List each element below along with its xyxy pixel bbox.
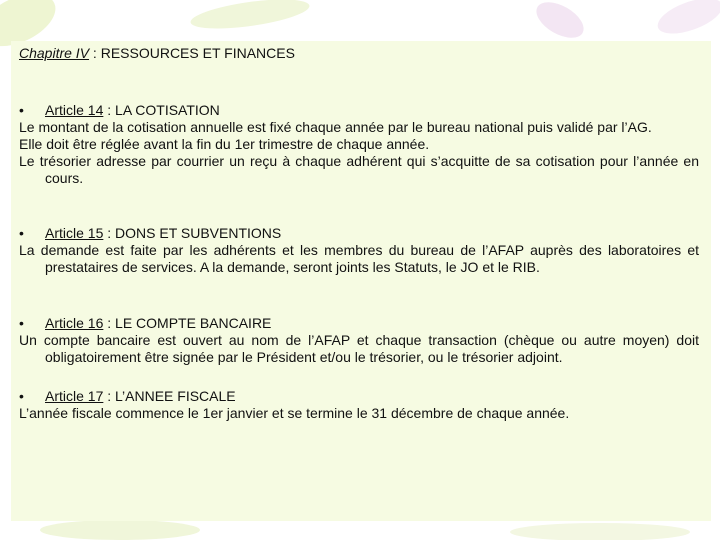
- article-title: : DONS ET SUBVENTIONS: [103, 225, 282, 241]
- article-14: [19, 102, 699, 187]
- bullet: •: [19, 315, 24, 331]
- article-paragraph: L’année fiscale commence le 1er janvier et se termine le 31 décembre de chaque année.: [19, 405, 570, 421]
- bullet: •: [19, 388, 24, 404]
- article-heading: [19, 225, 699, 242]
- leaf-shape: [40, 520, 200, 540]
- article-title: : L’ANNEE FISCALE: [103, 388, 236, 404]
- content-panel: [11, 41, 711, 521]
- article-paragraph: Elle doit être réglée avant la fin du 1er trimestre de chaque année.: [19, 136, 430, 152]
- chapter-heading: : RESSOURCES ET FINANCES: [89, 45, 295, 61]
- article-paragraph: Un compte bancaire est ouvert au nom de l’AFAP et chaque transaction (chèque ou autre moyen) doit obligatoirement être signée par le Président et/ou le trésorier, ou le trésorier adjoint.: [19, 332, 699, 365]
- article-title: : LA COTISATION: [103, 102, 220, 118]
- article-15: [19, 225, 699, 276]
- article-paragraph: Le montant de la cotisation annuelle est fixé chaque année par le bureau national puis validé par l’AG.: [19, 119, 652, 135]
- article-ref: Article 17: [45, 388, 104, 404]
- bullet: •: [19, 225, 24, 241]
- leaf-shape: [653, 0, 720, 41]
- article-ref: Article 14: [45, 102, 104, 118]
- leaf-shape: [189, 0, 311, 34]
- bullet: •: [19, 102, 24, 118]
- article-17: [19, 388, 699, 422]
- article-heading: [19, 102, 699, 119]
- chapter-title: [19, 44, 699, 62]
- article-ref: Article 15: [45, 225, 104, 241]
- article-ref: Article 16: [45, 315, 104, 331]
- article-heading: [19, 388, 699, 405]
- article-paragraph: La demande est faite par les adhérents et les membres du bureau de l’AFAP auprès des laboratoires et prestataires de services. A la demande, seront joints les Statuts, le JO et le RIB.: [19, 242, 699, 275]
- article-paragraph: Le trésorier adresse par courrier un reçu à chaque adhérent qui s’acquitte de sa cotisation pour l’année en cours.: [19, 153, 699, 186]
- leaf-shape: [530, 0, 589, 45]
- article-heading: [19, 315, 699, 332]
- article-16: [19, 315, 699, 366]
- leaf-shape: [510, 523, 690, 540]
- article-title: : LE COMPTE BANCAIRE: [103, 315, 272, 331]
- chapter-label: Chapitre IV: [19, 45, 90, 61]
